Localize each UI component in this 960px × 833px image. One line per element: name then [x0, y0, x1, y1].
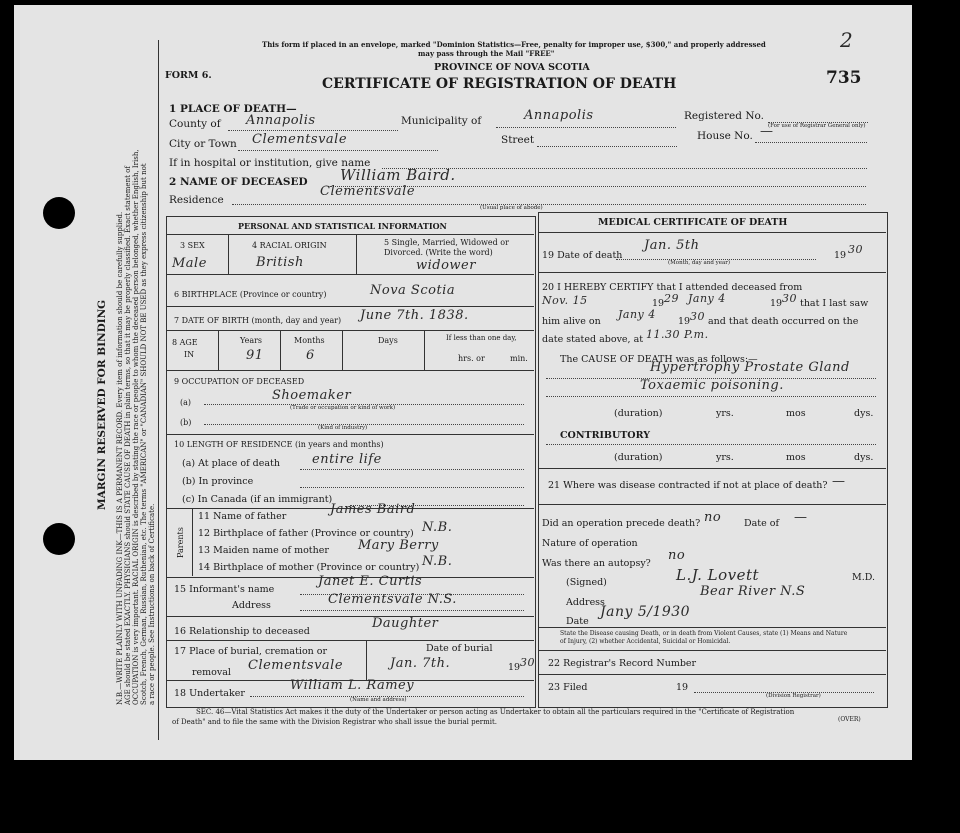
attended-from-year: 29 [664, 292, 679, 305]
father-value: James Baird [330, 502, 416, 517]
in-province-label: (b) In province [182, 476, 254, 487]
father-birthplace-label: 12 Birthplace of father (Province or country) [198, 528, 414, 539]
burial-label: removal [192, 667, 231, 678]
death-date-note: (Month, day and year) [668, 260, 731, 266]
signed-label: (Signed) [566, 577, 607, 588]
physician-signature: L.J. Lovett [676, 566, 760, 584]
underline [755, 142, 867, 143]
underline [300, 610, 524, 611]
occurred-label: and that death occurred on the [708, 316, 859, 327]
physician-address-label: Address [566, 597, 605, 608]
marital-label: Divorced. (Write the word) [384, 248, 493, 257]
cert-date-value: Jany 5/1930 [600, 604, 691, 620]
burial-label: 17 Place of burial, cremation or [174, 646, 328, 657]
autopsy-label: Was there an autopsy? [542, 558, 651, 569]
less-label: If less than one day, [446, 334, 517, 342]
residence-note: (Usual place of abode) [480, 205, 543, 211]
nature-label: Nature of operation [542, 538, 638, 549]
undertaker-note: (Name and address) [350, 697, 407, 703]
underline [546, 444, 876, 445]
relationship-label: 16 Relationship to deceased [174, 626, 310, 637]
relationship-value: Daughter [372, 616, 439, 631]
form-number: FORM 6. [165, 70, 212, 81]
footer-note: SEC. 46—Vital Statistics Act makes it the duty of the Undertaker or person acting as Undertaker to obtain all the particulars required in the "Certificate of Registration [196, 708, 795, 716]
q21-value: — [832, 474, 846, 489]
physician-address: Bear River N.S [700, 584, 806, 599]
days-label: Days [378, 336, 398, 345]
certify-label: 20 I HEREBY CERTIFY that I attended deceased from [542, 282, 803, 293]
operation-date-label: Date of [744, 518, 779, 529]
dys-label: dys. [854, 408, 874, 419]
underline [546, 396, 876, 397]
racial-label: 4 RACIAL ORIGIN [252, 241, 327, 250]
occ-b-note: (Kind of industry) [318, 425, 368, 431]
municipality-value: Annapolis [524, 108, 594, 123]
last-saw-label: that I last saw [800, 298, 869, 309]
registrar-label: 22 Registrar's Record Number [548, 658, 697, 669]
informant-address-value: Clementsvale N.S. [328, 592, 457, 607]
corner-mark: 2 [840, 28, 854, 52]
mos-label: mos [786, 408, 806, 419]
underline [232, 204, 866, 205]
personal-header: PERSONAL AND STATISTICAL INFORMATION [238, 221, 447, 231]
age-label: IN [184, 350, 195, 359]
division-registrar-note: (Division Registrar) [766, 693, 821, 699]
residence-value: Clementsvale [320, 184, 416, 199]
contributory-label: CONTRIBUTORY [560, 430, 650, 441]
footer-note: of Death" and to file the same with the Division Registrar who shall issue the burial permit. [172, 718, 498, 726]
burial-date-value: Jan. 7th. [390, 656, 451, 671]
state-note: of Injury, (2) whether Accidental, Suicidal or Homicidal. [560, 638, 731, 645]
margin-instruction: OCCUPATION is very important. RACIAL ORIGIN is described by stating the race or people to whom the deceased person belonged, whether English, Irish, [132, 149, 140, 705]
mos-label: mos [786, 452, 806, 463]
occ-a-label: (a) [180, 398, 192, 407]
over-label: (OVER) [838, 716, 861, 723]
occ-b-label: (b) [180, 418, 192, 427]
years-label: Years [240, 336, 263, 345]
death-year-prefix: 19 [834, 250, 847, 261]
death-year-value: 30 [848, 243, 863, 256]
mother-birthplace-value: N.B. [422, 554, 453, 569]
envelope-note: may pass through the Mail "FREE" [418, 49, 555, 58]
attended-to-year-prefix: 19 [770, 298, 783, 309]
occupation-label: 9 OCCUPATION OF DECEASED [174, 377, 305, 386]
age-label: 8 AGE [172, 338, 198, 347]
years-value: 91 [246, 348, 264, 363]
burial-date-label: Date of burial [426, 643, 493, 654]
margin-binding-label: MARGIN RESERVED FOR BINDING [96, 299, 108, 510]
undertaker-label: 18 Undertaker [174, 688, 245, 699]
attended-from: Nov. 15 [542, 294, 588, 307]
alive-year-prefix: 19 [678, 316, 691, 327]
undertaker-value: William L. Ramey [290, 678, 415, 693]
cause-label: The CAUSE OF DEATH was as follows:— [560, 354, 758, 365]
place-heading: 1 PLACE OF DEATH— [169, 103, 297, 115]
cert-date-label: Date [566, 616, 589, 627]
sex-value: Male [172, 256, 207, 271]
mother-label: 13 Maiden name of mother [198, 545, 329, 556]
in-canada-label: (c) In Canada (if an immigrant) [182, 494, 333, 505]
registered-note: (For use of Registrar General only) [768, 123, 866, 129]
min-label: min. [510, 354, 528, 363]
father-label: 11 Name of father [198, 511, 287, 522]
margin-instruction: Scotch, French, German, Russian, Ruthenian, etc. The terms "AMERICAN" or "CANADIAN" SHOULD NOT BE USED as they express citizenship but not [140, 163, 148, 705]
underline [238, 150, 438, 151]
street-label: Street [501, 134, 535, 146]
death-date-label: 19 Date of death [542, 250, 623, 261]
hrs-label: hrs. or [458, 354, 485, 363]
filed-label: 23 Filed [548, 682, 588, 693]
cause-primary: Hypertrophy Prostate Gland [650, 360, 850, 375]
md-label: M.D. [852, 572, 876, 583]
municipality-label: Municipality of [401, 115, 482, 127]
operation-date-value: — [794, 510, 808, 525]
alive-year: 30 [690, 310, 705, 323]
residence-label: Residence [169, 194, 224, 206]
sex-label: 3 SEX [180, 241, 205, 250]
underline [300, 469, 524, 470]
date-stated-label: date stated above, at [542, 334, 644, 345]
underline [228, 130, 398, 131]
months-value: 6 [306, 348, 315, 363]
dob-value: June 7th. 1838. [360, 308, 469, 323]
binder-hole [43, 197, 75, 229]
margin-instruction: N.B.—WRITE PLAINLY WITH UNFADING INK—THIS IS A PERMANENT RECORD. Every item of information should be carefully supplied. [116, 211, 124, 705]
dys-label: dys. [854, 452, 874, 463]
operation-label: Did an operation precede death? [542, 518, 701, 529]
birthplace-value: Nova Scotia [370, 283, 456, 298]
marital-value: widower [416, 258, 476, 273]
house-value: — [760, 124, 774, 139]
underline [300, 487, 524, 488]
months-label: Months [294, 336, 325, 345]
q21-label: 21 Where was disease contracted if not at place of death? [548, 480, 828, 491]
death-time: 11.30 P.m. [646, 328, 709, 341]
alive-label: him alive on [542, 316, 601, 327]
underline [496, 127, 676, 128]
yrs-label: yrs. [716, 408, 734, 419]
medical-header: MEDICAL CERTIFICATE OF DEATH [598, 217, 788, 228]
alive-date: Jany 4 [618, 308, 656, 321]
underline [537, 146, 677, 147]
margin-rule [158, 40, 159, 740]
at-place-value: entire life [312, 452, 382, 467]
attended-year-prefix: 19 [652, 298, 665, 309]
burial-year-prefix: 19 [508, 662, 521, 673]
marital-label: 5 Single, Married, Widowed or [384, 238, 509, 247]
informant-label: 15 Informant's name [174, 584, 275, 595]
birthplace-label: 6 BIRTHPLACE (Province or country) [174, 290, 327, 299]
page-title: CERTIFICATE OF REGISTRATION OF DEATH [322, 76, 677, 92]
state-note: State the Disease causing Death, or in death from Violent Causes, state (1) Means and Nature [560, 630, 848, 637]
county-value: Annapolis [246, 113, 316, 128]
mother-value: Mary Berry [358, 538, 439, 553]
binder-hole [43, 523, 75, 555]
autopsy-value: no [668, 548, 686, 563]
burial-value: Clementsvale [248, 658, 344, 673]
attended-to-year: 30 [782, 292, 797, 305]
dob-label: 7 DATE OF BIRTH (month, day and year) [174, 316, 342, 325]
envelope-note: This form if placed in an envelope, marked "Dominion Statistics—Free, penalty for improper use, $300," and properly addressed [262, 40, 766, 49]
deceased-name: William Baird. [340, 166, 456, 184]
attended-to: Jany 4 [688, 292, 726, 305]
cause-secondary: Toxaemic poisoning. [640, 378, 784, 393]
operation-value: no [704, 510, 722, 525]
informant-address-label: Address [232, 600, 271, 611]
at-place-label: (a) At place of death [182, 458, 280, 469]
informant-value: Janet E. Curtis [318, 574, 423, 589]
burial-year-value: 30 [520, 656, 535, 669]
margin-instruction: a race or people. See Instructions on back of Certificate. [148, 503, 156, 705]
county-label: County of [169, 118, 221, 130]
mother-birthplace-label: 14 Birthplace of mother (Province or country) [198, 562, 420, 573]
duration-label: (duration) [614, 408, 663, 419]
residence-length-label: 10 LENGTH OF RESIDENCE (in years and months) [174, 440, 384, 449]
duration-label: (duration) [614, 452, 663, 463]
deceased-name-label: 2 NAME OF DECEASED [169, 176, 308, 188]
occ-a-note: (Trade or occupation or kind of work) [290, 405, 396, 411]
father-birthplace-value: N.B. [422, 520, 453, 535]
certificate-number: 735 [826, 68, 862, 88]
hospital-label: If in hospital or institution, give name [169, 157, 371, 169]
city-label: City or Town [169, 138, 237, 150]
province-heading: PROVINCE OF NOVA SCOTIA [434, 62, 590, 73]
filed-year-prefix: 19 [676, 682, 689, 693]
occupation-value: Shoemaker [272, 388, 352, 403]
yrs-label: yrs. [716, 452, 734, 463]
house-label: House No. [697, 130, 753, 142]
registered-label: Registered No. [684, 110, 764, 122]
racial-value: British [256, 255, 304, 270]
city-value: Clementsvale [252, 132, 348, 147]
death-date-value: Jan. 5th [644, 238, 700, 253]
margin-instruction: AGE should be stated EXACTLY. PHYSICIANS should STATE CAUSE OF DEATH in plain terms, so that it may be properly classified. Exact statement of [124, 166, 132, 705]
parents-label: Parents [176, 527, 185, 558]
